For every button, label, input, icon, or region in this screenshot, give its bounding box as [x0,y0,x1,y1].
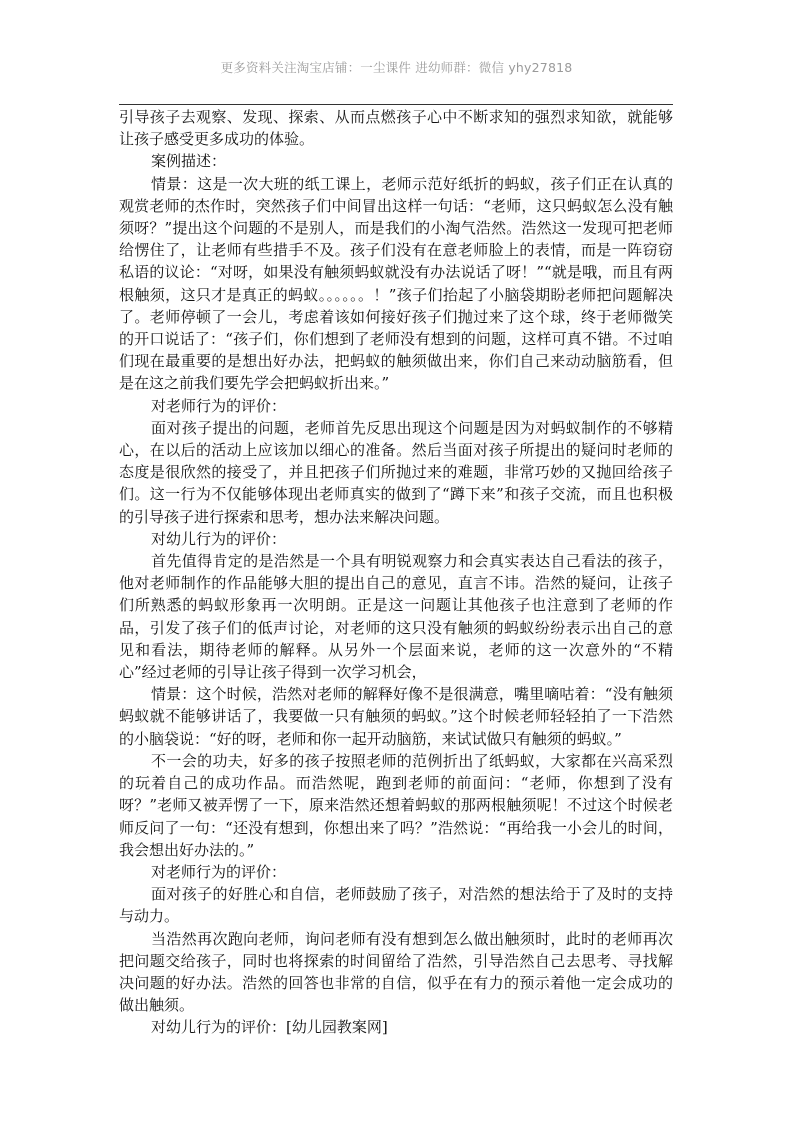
heading-teacher-evaluation-2: 对老师行为的评价： [151,862,287,881]
heading-case-description: 案例描述： [151,152,227,171]
paragraph-intro: 引导孩子去观察、发现、探索、从而点燃孩子心中不断求知的强烈求知欲，就能够让孩子感受更多成功的体验。 [119,108,673,149]
heading-child-evaluation-2: 对幼儿行为的评价：[幼儿园教案网] [151,1018,388,1037]
page-header-watermark: 更多资料关注淘宝店铺：一尘课件 进幼师群：微信 yhy27818 [220,60,573,75]
heading-teacher-evaluation-1: 对老师行为的评价： [151,396,287,415]
paragraph-teacher-evaluation-1: 面对孩子提出的问题，老师首先反思出现这个问题是因为对蚂蚁制作的不够精心，在以后的活动上应该加以细心的准备。然后当面对孩子所提出的疑问时老师的态度是很欣然的接受了，并且把孩子们所抛过来的难题，非常巧妙的又抛回给孩子们。这一行为不仅能够体现出老师真实的做到了“蹲下来”和孩子交流，而且也积极的引导孩子进行探索和思考，想办法来解决问题。 [119,418,673,526]
paragraph-teacher-evaluation-2: 面对孩子的好胜心和自信，老师鼓励了孩子，对浩然的想法给于了及时的支持与动力。 [119,885,673,926]
paragraph-scene-2: 情景：这个时候，浩然对老师的解释好像不是很满意，嘴里嘀咕着：“没有触须蚂蚁就不能够讲话了，我要做一只有触须的蚂蚁。”这个时候老师轻轻拍了一下浩然的小脑袋说：“好的呀，老师和你一起开动脑筋，来试试做只有触须的蚂蚁。” [119,685,673,748]
heading-child-evaluation-1: 对幼儿行为的评价： [151,529,287,548]
paragraph-scene-3: 不一会的功夫，好多的孩子按照老师的范例折出了纸蚂蚁，大家都在兴高采烈的玩着自己的成功作品。而浩然呢，跑到老师的前面问：“老师，你想到了没有呀？”老师又被弄愣了一下，原来浩然还想着蚂蚁的那两根触须呢！不过这个时候老师反问了一句：“还没有想到，你想出来了吗？”浩然说：“再给我一小会儿的时间，我会想出好办法的。” [119,751,673,859]
paragraph-child-evaluation-1: 首先值得肯定的是浩然是一个具有明锐观察力和会真实表达自己看法的孩子，他对老师制作的作品能够大胆的提出自己的意见，直言不讳。浩然的疑问，让孩子们所熟悉的蚂蚁形象再一次明朗。正是这一问题让其他孩子也注意到了老师的作品，引发了孩子们的低声讨论，对老师的这只没有触须的蚂蚁纷纷表示出自己的意见和看法，期待老师的解释。从另外一个层面来说，老师的这一次意外的“不精心”经过老师的引导让孩子得到一次学习机会， [119,552,673,682]
document-body [119,106,673,1039]
paragraph-teacher-evaluation-3: 当浩然再次跑向老师，询问老师有没有想到怎么做出触须时，此时的老师再次把问题交给孩子，同时也将探索的时间留给了浩然，引导浩然自己去思考、寻找解决问题的好办法。浩然的回答也非常的自信，似乎在有力的预示着他一定会成功的做出触须。 [119,929,673,1015]
paragraph-scene-1: 情景：这是一次大班的纸工课上，老师示范好纸折的蚂蚁，孩子们正在认真的观赏老师的杰作时，突然孩子们中间冒出这样一句话：“老师，这只蚂蚁怎么没有触须呀？”提出这个问题的不是别人，而是我们的小淘气浩然。浩然这一发现可把老师给愣住了，让老师有些措手不及。孩子们没有在意老师脸上的表情，而是一阵窃窃私语的议论：“对呀，如果没有触须蚂蚁就没有办法说话了呀！”“就是哦，而且有两根触须，这只才是真正的蚂蚁。。。。。。！”孩子们抬起了小脑袋期盼老师把问题解决了。老师停顿了一会儿，考虑着该如何接好孩子们抛过来了这个球，终于老师微笑的开口说话了：“孩子们，你们想到了老师没有想到的问题，这样可真不错。不过咱们现在最重要的是想出好办法，把蚂蚁的触须做出来，你们自己来动动脑筋看，但是在这之前我们要先学会把蚂蚁折出来。” [119,174,673,393]
header-rule [119,104,673,105]
